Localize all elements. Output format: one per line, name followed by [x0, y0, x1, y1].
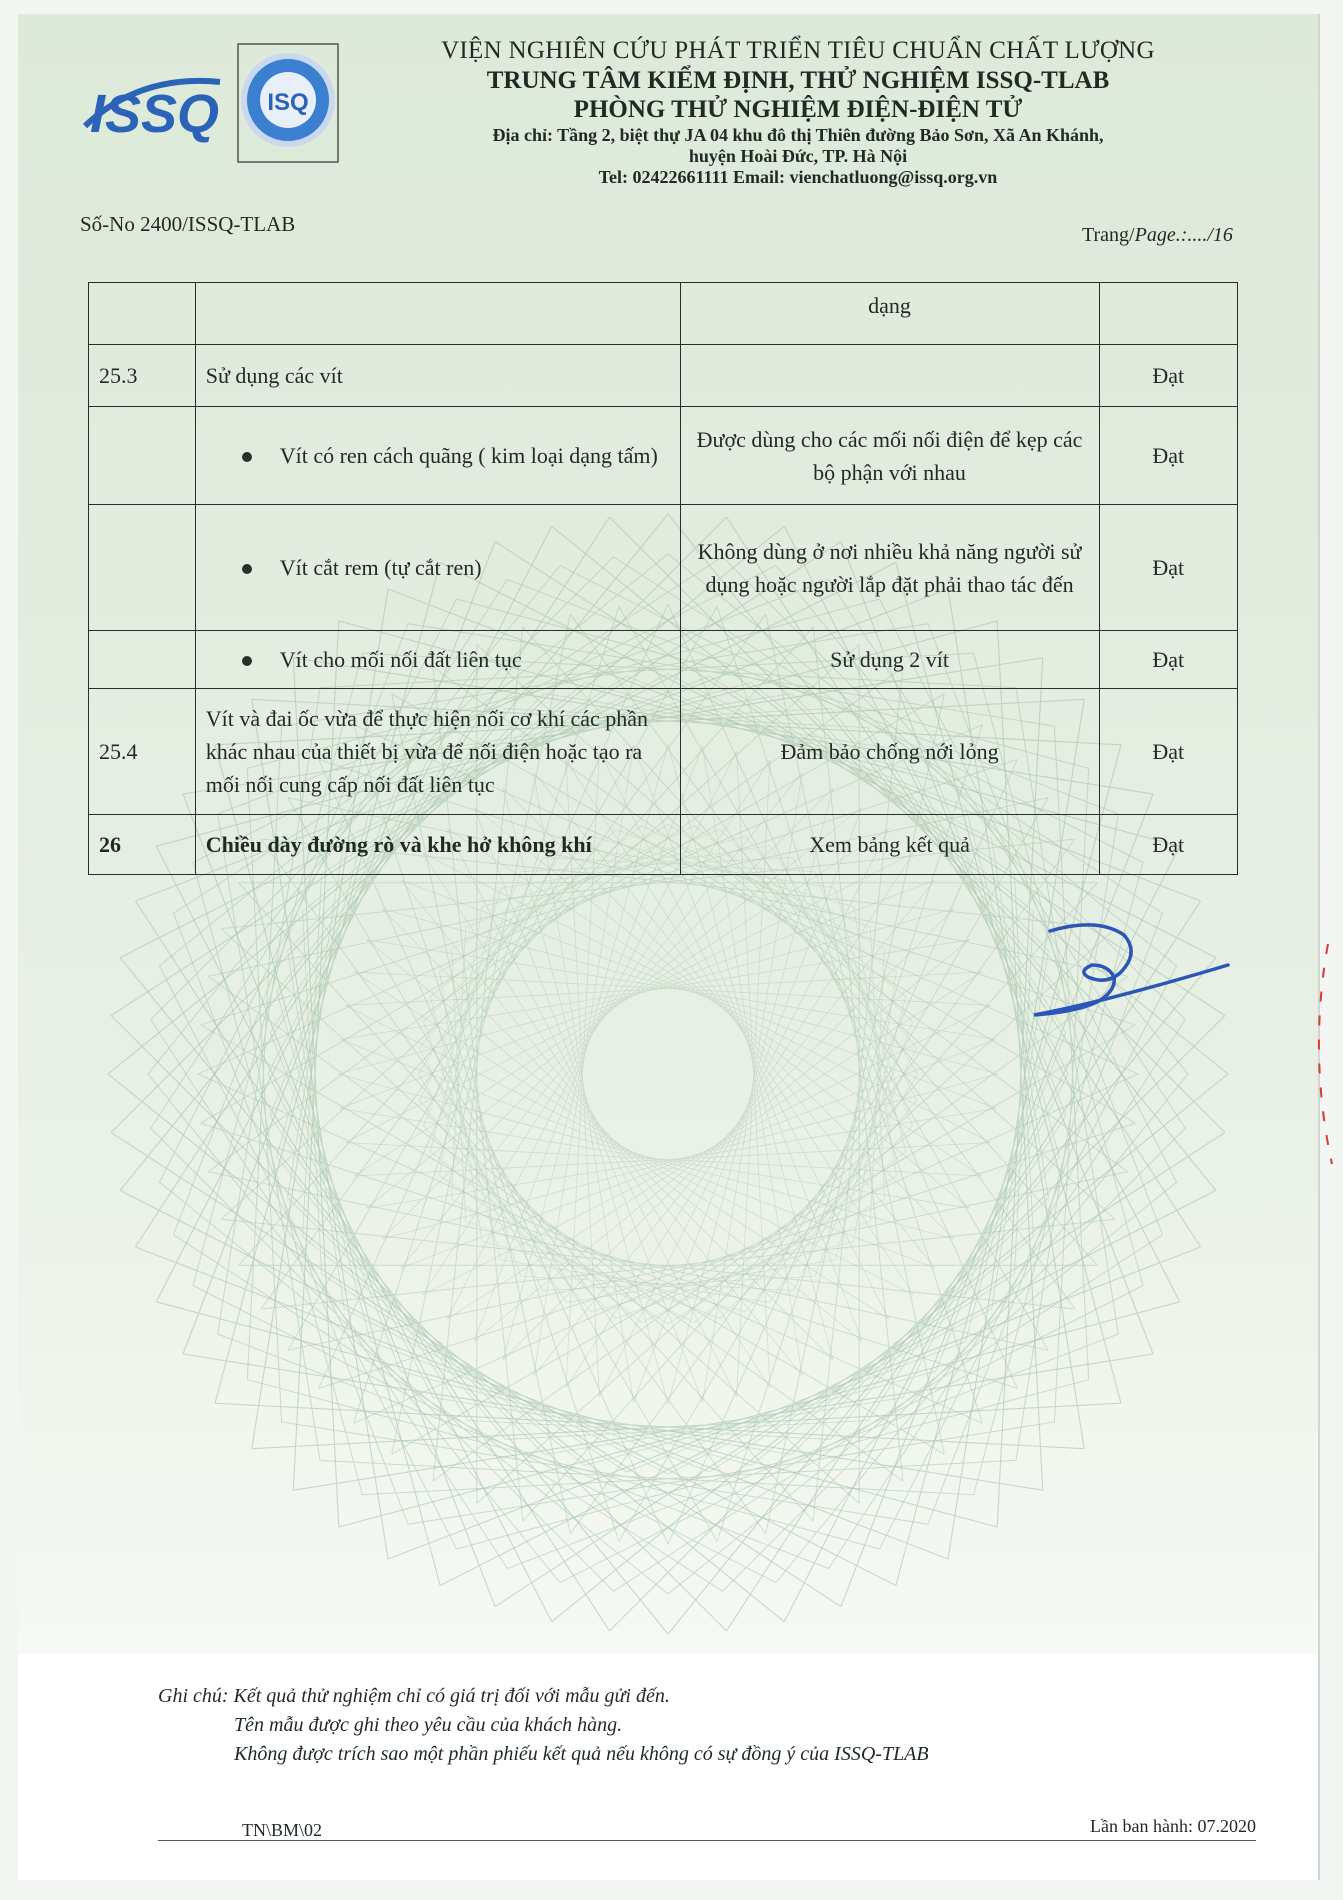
cell-item: Vít và đai ốc vừa để thực hiện nối cơ khí các phần khác nhau của thiết bị vừa để nối điện hoặc tạo ra mối nối cung cấp nối đất liên tục	[195, 689, 680, 815]
bullet-icon	[242, 452, 252, 462]
note-line-2: Tên mẫu được ghi theo yêu cầu của khách hàng.	[234, 1714, 623, 1736]
bullet-icon	[242, 564, 252, 574]
table-row	[89, 815, 1238, 875]
cell-item: Chiều dày đường rò và khe hở không khí	[195, 815, 680, 875]
cell-requirement	[680, 345, 1099, 407]
notes	[158, 1682, 929, 1769]
stamp-edge	[1298, 934, 1338, 1174]
signature	[1028, 919, 1238, 1039]
cell-no	[89, 631, 196, 689]
address-line-2: huyện Hoài Đức, TP. Hà Nội	[688, 145, 908, 166]
cell-result: Đạt	[1099, 505, 1238, 631]
table-row	[89, 505, 1238, 631]
cell-no: 25.4	[89, 689, 196, 815]
page-footer	[158, 1814, 1256, 1841]
cell-no: 26	[89, 815, 196, 875]
cell-requirement: Đảm bảo chống nới lỏng	[680, 689, 1099, 815]
form-code: TN\BM\02	[242, 1820, 323, 1840]
lab-header	[358, 36, 1238, 188]
cell-no: 25.3	[89, 345, 196, 407]
results-table	[88, 282, 1238, 875]
cell-result: Đạt	[1099, 345, 1238, 407]
issq-logo	[80, 34, 360, 174]
issue-date: Lần ban hành: 07.2020	[1090, 1816, 1256, 1836]
cell-result: Đạt	[1099, 631, 1238, 689]
table-row	[89, 631, 1238, 689]
cell-no	[89, 407, 196, 505]
contact-line: Tel: 02422661111 Email: vienchatluong@issq.org.vn	[598, 166, 998, 187]
cell-result: Đạt	[1099, 689, 1238, 815]
note-line-1: Ghi chú: Kết quả thử nghiệm chỉ có giá trị đối với mẫu gửi đến.	[158, 1685, 670, 1707]
cell-item	[195, 283, 680, 345]
center-name: TRUNG TÂM KIỂM ĐỊNH, THỬ NGHIỆM ISSQ-TLAB	[486, 66, 1110, 94]
cell-requirement: Không dùng ở nơi nhiều khả năng người sử dụng hoặc người lắp đặt phải thao tác đến	[680, 505, 1099, 631]
table-row	[89, 345, 1238, 407]
document-number: Số-No 2400/ISSQ-TLAB	[80, 212, 296, 236]
institute-name: VIỆN NGHIÊN CỨU PHÁT TRIỂN TIÊU CHUẨN CHẤT LƯỢNG	[441, 37, 1155, 64]
cell-no	[89, 505, 196, 631]
cell-item: Sử dụng các vít	[195, 345, 680, 407]
logo-badge-text: ISQ	[267, 89, 309, 116]
logo-wordmark: ISSQ	[90, 84, 220, 144]
cell-result	[1099, 283, 1238, 345]
table-row	[89, 407, 1238, 505]
cell-requirement: Xem bảng kết quả	[680, 815, 1099, 875]
lab-name: PHÒNG THỬ NGHIỆM ĐIỆN-ĐIỆN TỬ	[573, 96, 1023, 123]
address-line-1: Địa chỉ: Tầng 2, biệt thự JA 04 khu đô thị Thiên đường Bảo Sơn, Xã An Khánh,	[492, 124, 1104, 145]
document-page	[18, 14, 1320, 1880]
cell-item: Vít có ren cách quãng ( kim loại dạng tấm)	[195, 407, 680, 505]
table-row	[89, 689, 1238, 815]
page-number: Trang/Page.:..../16	[1082, 224, 1233, 246]
cell-result: Đạt	[1099, 815, 1238, 875]
cell-requirement: Sử dụng 2 vít	[680, 631, 1099, 689]
note-line-3: Không được trích sao một phần phiếu kết quả nếu không có sự đồng ý của ISSQ-TLAB	[234, 1743, 929, 1765]
cell-item: Vít cho mối nối đất liên tục	[195, 631, 680, 689]
table-row	[89, 283, 1238, 345]
cell-no	[89, 283, 196, 345]
cell-requirement: dạng	[680, 283, 1099, 345]
cell-item: Vít cắt rem (tự cắt ren)	[195, 505, 680, 631]
cell-requirement: Được dùng cho các mối nối điện để kẹp các bộ phận với nhau	[680, 407, 1099, 505]
bullet-icon	[242, 656, 252, 666]
cell-result: Đạt	[1099, 407, 1238, 505]
